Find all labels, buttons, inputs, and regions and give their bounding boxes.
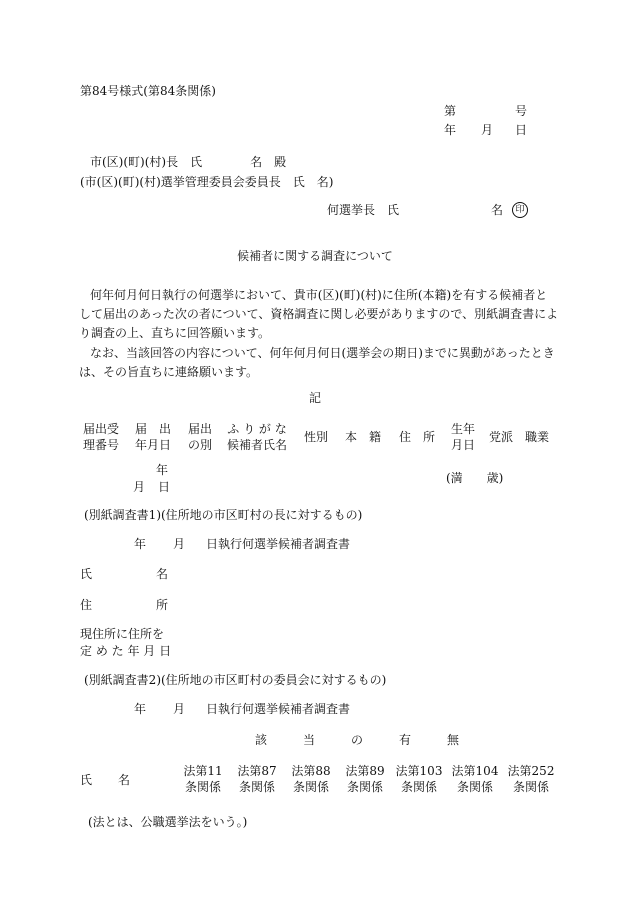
col-uketsuke-l2: 理番号 (82, 438, 119, 452)
seal-stamp: 印 (512, 202, 528, 218)
law-103-l2: 条関係 (400, 780, 437, 794)
body-p1-l1: 何年何月何日執行の何選挙において、貴市(区)(町)(村)に住所(本籍)を有する候補者と (90, 288, 548, 302)
law-88-l2: 条関係 (292, 780, 329, 794)
form-label: 第84号様式(第84条関係) (80, 84, 216, 98)
ki-label: 記 (308, 391, 321, 405)
sheet1-heading: (別紙調査書1)(住所地の市区町村の長に対するもの) (84, 508, 363, 522)
col-todokede-type-l2: の別 (187, 438, 212, 452)
applicability-char-3: の (350, 733, 363, 747)
number-go: 号 (515, 104, 528, 118)
law-87-l1: 法第87 (237, 764, 277, 778)
number-dai: 第 (444, 104, 457, 118)
sheet1-name-a: 氏 (80, 567, 93, 581)
col-sex: 性別 (303, 430, 328, 444)
addressee-line2: (市(区)(町)(村)選挙管理委員会委員長 氏 名) (80, 175, 334, 189)
law-88-l1: 法第88 (291, 764, 331, 778)
sheet1-name-b: 名 (156, 567, 169, 581)
date-year: 年 (444, 123, 457, 137)
row-age: (満 歳) (446, 471, 504, 485)
body-p1-l2: して届出のあった次の者について、資格調査に関し必要がありますので、別紙調査書によ (79, 307, 559, 321)
sheet2-sub-rest: 日執行何選挙候補者調査書 (206, 702, 351, 716)
addressee-line1: 市(区)(町)(村)長 氏 名 殿 (90, 155, 287, 169)
sheet1-sub-year: 年 (134, 537, 147, 551)
date-day: 日 (515, 123, 528, 137)
col-furigana: ふ り が な (227, 422, 287, 436)
law-252-l2: 条関係 (512, 780, 549, 794)
sheet1-date-label-l1: 現住所に住所を (80, 627, 165, 641)
sheet2-heading: (別紙調査書2)(住所地の市区町村の委員会に対するもの) (84, 673, 387, 687)
law-104-l2: 条関係 (456, 780, 493, 794)
footnote: (法とは、公職選挙法をいう。) (88, 815, 248, 829)
row-hi: 日 (158, 480, 171, 494)
law-252-l1: 法第252 (507, 764, 555, 778)
sheet1-date-label-l2: 定 め た 年 月 日 (80, 644, 172, 658)
date-month: 月 (481, 123, 494, 137)
law-87-l2: 条関係 (238, 780, 275, 794)
row-nen: 年 (156, 463, 169, 477)
col-birthdate-l1: 生年 (450, 422, 475, 436)
sheet1-address-a: 住 (80, 598, 93, 612)
sheet1-sub-month: 月 (173, 537, 186, 551)
col-todokede-date-l2: 年月日 (134, 438, 171, 452)
applicability-char-2: 当 (302, 733, 315, 747)
law-11-l1: 法第11 (183, 764, 223, 778)
law-103-l1: 法第103 (395, 764, 443, 778)
col-party: 党派 (488, 430, 513, 444)
col-todokede-type-l1: 届出 (187, 422, 212, 436)
applicability-char-1: 該 (255, 733, 268, 747)
applicability-label (255, 733, 459, 747)
applicability-char-4: 有 (398, 733, 411, 747)
col-honseki: 本 籍 (344, 430, 381, 444)
row-tsuki: 月 (133, 480, 146, 494)
col-todokede-date-l1: 届 出 (134, 422, 171, 436)
sheet1-sub-rest: 日執行何選挙候補者調査書 (206, 537, 351, 551)
law-104-l1: 法第104 (451, 764, 499, 778)
sheet2-sub-month: 月 (173, 702, 186, 716)
col-address: 住 所 (398, 430, 435, 444)
applicability-char-5: 無 (446, 733, 459, 747)
sheet2-name-b: 名 (118, 773, 131, 787)
sender-mei: 名 (491, 203, 504, 217)
col-occupation: 職業 (524, 430, 549, 444)
law-11-l2: 条関係 (184, 780, 221, 794)
sheet1-address-b: 所 (156, 598, 169, 612)
sender-name: 何選挙長 氏 (327, 203, 400, 217)
col-uketsuke-l1: 届出受 (82, 422, 119, 436)
sheet2-sub-year: 年 (134, 702, 147, 716)
document-title: 候補者に関する調査について (237, 249, 393, 263)
body-p2-l1: なお、当該回答の内容について、何年何月何日(選挙会の期日)までに異動があったとき (90, 346, 555, 360)
col-birthdate-l2: 月日 (450, 438, 475, 452)
sheet2-name-a: 氏 (80, 773, 93, 787)
law-89-l2: 条関係 (346, 780, 383, 794)
body-p1-l3: り調査の上、直ちに回答願います。 (79, 326, 271, 340)
col-candidate-name: 候補者氏名 (226, 438, 287, 452)
body-p2-l2: は、その旨直ちに連絡願います。 (79, 365, 259, 379)
law-89-l1: 法第89 (345, 764, 385, 778)
